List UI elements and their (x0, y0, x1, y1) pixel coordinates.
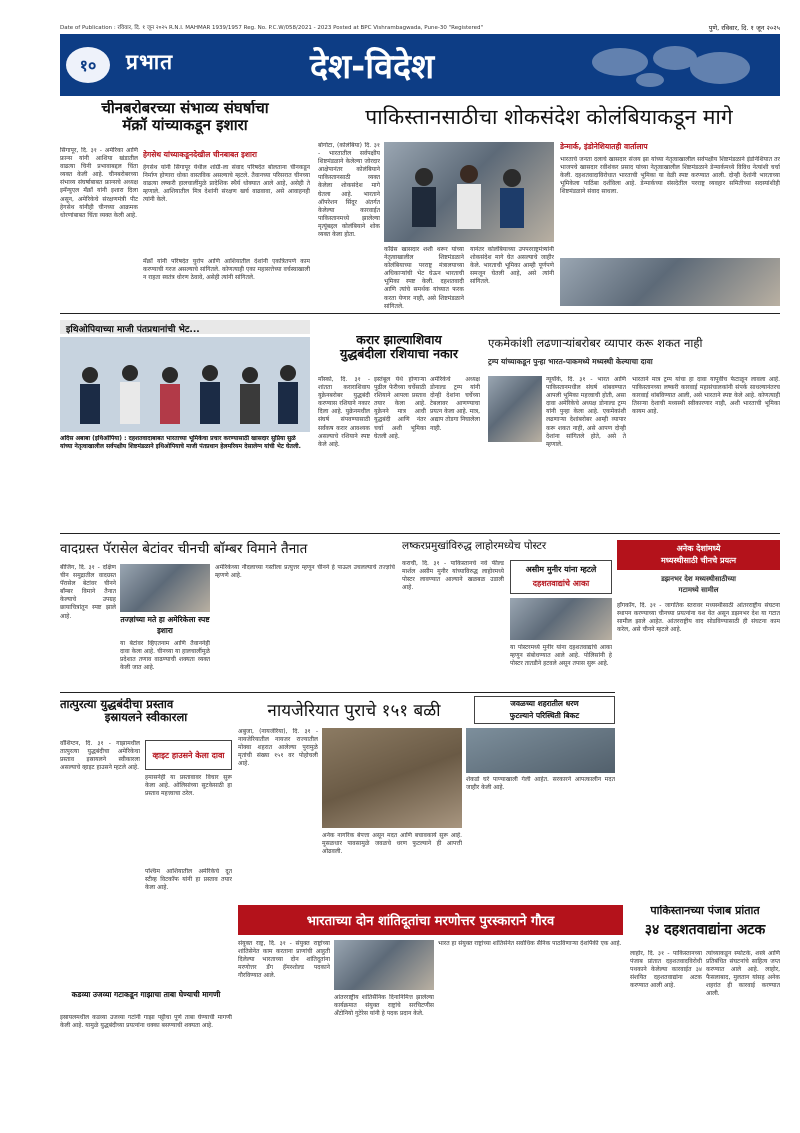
article-nigeria-col3: शेकडो घरे पाण्याखाली गेली आहेत. सरकारने आपत्कालीन मदत जाहीर केली आहे. (466, 776, 615, 792)
headline-line2: इस्रायलने स्वीकारला (104, 710, 188, 725)
article-punjab-col1: लाहोर, दि. ३१ - पाकिस्तानच्या पंजाब प्रांतात दहशतवादविरोधी पथकाने केलेल्या कारवाईत ३४ संशयित दहशतवाद्यांना अटक करण्यात आली आहे. (630, 950, 702, 990)
article-punjab-col2: त्यांच्याकडून स्फोटके, शस्त्रे आणि प्रतिबंधित संघटनांचे साहित्य जप्त करण्यात आले आहे. लाहोर, फैसलाबाद, मुलतान यांसह अनेक शहरांत ही कारवाई करण्यात आली. (706, 950, 780, 998)
banner-line2: मध्यस्थीसाठी चीनचे प्रयत्न (660, 556, 737, 565)
denmark-meeting-photo (560, 258, 780, 306)
article-russia-col1: मॉस्को, दि. ३१ - शांतता कराराशिवाय युक्रेनबरोबर युद्धबंदी करण्यास रशियाने नकार दिला आहे. युक्रेनमधील संघर्ष संपवण्यासाठी सर्वंकष करार आवश्यक असल्याचे रशियाने स्पष्ट केले आहे. (318, 376, 370, 448)
headline-line2: मॅक्रॉ यांच्याकडून इशारा (122, 116, 248, 135)
inset-title-line2: दहशतवाद्यांचे आका (532, 579, 590, 588)
award-ceremony-photo (334, 940, 434, 990)
world-map-icon (580, 40, 760, 90)
headline-line1: चीनबरोबरच्या संभाव्य संघर्षाचा (101, 100, 269, 117)
trump-portrait-photo (488, 376, 542, 442)
article-macron-col2: हेगसेथ यांनी सिंगापूर येथील शांग्री-ला संवाद परिषदेत बोलताना चीनकडून निर्माण होणारा धोका वास्तविक असल्याचे म्हटले. तैवानच्या परिसरात चीनच्या वाढत्या लष्करी हालचालींमुळे प्रादेशिक स्थैर्य धोक्यात आले आहे, असेही ते म्हणाले. आशियातील मित्र देशांनी संरक्षण खर्च वाढवावा, असे आवाहनही त्यांनी केले. (143, 164, 310, 204)
divider (60, 692, 615, 693)
subhead-line1: जवळच्या शहरातील धरण (510, 699, 579, 708)
publication-details: Date of Publication : रविवार, दि. १ जून २०२५ R.N.I. MAHMAR 1939/1957 Reg. No. P.C.W/058/2021 - 2023 Posted at BPC Vishrambagwada, Pune-30 "Registered" (60, 25, 484, 31)
article-lahore-col1: कराची, दि. ३१ - पाकिस्तानचे नवे फील्ड मार्शल असीम मुनीर यांच्याविरुद्ध लाहोरमध्ये पोस्टर लावण्यात आल्याने खळबळ उडाली आहे. (402, 560, 504, 592)
article-russia-headline (318, 333, 480, 371)
headline-line1: करार झाल्याशिवाय (356, 333, 442, 347)
edition-date: पुणे, रविवार, दि. १ जून २०२५ (708, 23, 780, 32)
article-macron-col3: मॅक्रॉ यांनी परिषदेत युरोप आणि आशियातील देशांनी एकत्रितपणे काम करण्याची गरज असल्याचे सांगितले. कोणत्याही एका महासत्तेच्या वर्चस्वाखाली न राहता स्वतंत्र धोरण ठेवावे, असेही त्यांनी सांगितले. (143, 258, 310, 282)
china-mediation-banner (617, 540, 780, 570)
article-paracel-col2: या बेटांवर व्हिएतनाम आणि तैवाननेही दावा केला आहे. चीनच्या या हालचालींमुळे प्रदेशात तणाव वाढण्याची शक्यता व्यक्त केली जात आहे. (120, 640, 210, 672)
ethiopia-caption: अदिस अबाबा (इथिओपिया) : दहशतवादाबाबत भारताच्या भूमिकेचा प्रचार करण्यासाठी खासदार सुप्रिया सुळे यांच्या नेतृत्वाखालील सर्वपक्षीय शिष्टमंडळाने इथिओपियाचे माजी पंतप्रधान हेलमरियम देसालेग्न यांची भेट घेतली. (60, 435, 301, 450)
article-russia-col3: अमेरिकेचे अध्यक्ष डोनाल्ड ट्रम्प यांनी दोन्ही देशांना चर्चेच्या टेबलावर आणण्याचा प्रयत्न केला आहे. मात्र, अद्याप तोडगा निघालेला नाही. (430, 376, 480, 432)
israel-subhead-box: व्हाइट हाउसने केला दावा (145, 740, 232, 770)
article-israel-col1: वॉशिंग्टन, दि. ३१ - गाझामधील तात्पुरत्या युद्धबंदीचा अमेरिकेचा प्रस्ताव इस्रायलने स्वीकारला असल्याचे व्हाइट हाउसने म्हटले आहे. (60, 740, 140, 772)
headline-line2: युद्धबंदीला रशियाचा नकार (339, 346, 459, 362)
ethiopia-banner: इथिओपियाच्या माजी पंतप्रधानांची भेट... (60, 320, 310, 334)
headline-line1: पाकिस्तानच्या पंजाब प्रांतात (650, 905, 760, 917)
lahore-inset-box (510, 560, 612, 594)
article-trump-subhead: ट्रम्प यांच्याकडून पुन्हा भारत-पाकमध्ये मध्यस्थी केल्याचा दावा (488, 357, 653, 366)
satellite-image (120, 564, 210, 612)
banner-line1: अनेक देशांमध्ये (676, 544, 721, 553)
article-russia-col2: इस्तंबूल येथे होणाऱ्या पुढील फेरीच्या चर्चेसाठी रशियाने आपला प्रस्ताव तयार केला आहे. युक्रेनने मात्र आधी युद्धबंदी आणि नंतर चर्चा अशी भूमिका घेतली आहे. (374, 376, 426, 440)
page-number: १० (66, 47, 110, 83)
colombia-delegation-photo (384, 142, 554, 242)
gaza-box-text: इस्रायलमधील कडव्या उजव्या गटांनी गाझा पट्टीचा पूर्ण ताबा घेण्याची मागणी केली आहे. यामुळे युद्धबंदीच्या प्रयत्नांना धक्का बसण्याची शक्यता आहे. (60, 1014, 232, 1030)
ethiopia-meeting-photo (60, 337, 310, 432)
article-macron-col1: सिंगापूर, दि. ३१ - अमेरिका आणि फ्रान्स यांनी आशिया खंडातील वाढत्या चिनी प्रभावाबद्दल चिंता व्यक्त केली आहे. चीनबरोबरच्या संभाव्य संघर्षाबाबत फ्रान्सचे अध्यक्ष इमॅन्युएल मॅक्रॉ यांनी इशारा दिला असून, अमेरिकेचे संरक्षणमंत्री पीट हेगसेथ यांनीही चीनच्या आक्रमक धोरणांबाबत चिंता व्यक्त केली आहे. (60, 147, 138, 219)
article-paracel-col3: अमेरिकेच्या नौदलाच्या गस्तीला प्रत्युत्तर म्हणून चीनने हे पाऊल उचलल्याचे तज्ज्ञांचे म्हणणे आहे. (215, 564, 395, 580)
article-paracel-col1: बीजिंग, दि. ३१ - दक्षिण चीन समुद्रातील वादग्रस्त पॅरासेल बेटांवर चीनने बॉम्बर विमाने तैनात केल्याचे उपग्रह छायाचित्रांतून स्पष्ट झाले आहे. (60, 564, 116, 620)
subhead-line1: डझनभर देश मध्यस्थीसाठीच्या (661, 575, 736, 583)
paracel-inset-title: तज्ज्ञांच्या मते हा अमेरिकेला स्पष्ट इशारा (120, 615, 210, 635)
subhead-line2: फुटल्याने परिस्थिती बिकट (509, 711, 580, 720)
article-colombia-col2: काँग्रेस खासदार शशी थरूर यांच्या नेतृत्वाखालील शिष्टमंडळाने कोलंबियाच्या परराष्ट्र मंत्रालयाच्या अधिकाऱ्यांची भेट घेऊन भारताची भूमिका स्पष्ट केली. दहशतवादी आणि त्यांचे समर्थक यांच्यात फरक करता येणार नाही, असे शिष्टमंडळाने सांगितले. (384, 246, 464, 310)
poster-photo (510, 598, 612, 640)
article-denmark-subhead: डेन्मार्क, इंडोनेशियातही वार्तालाप (560, 142, 648, 151)
article-peacekeepers-headline: भारताच्या दोन शांतिदूतांचा मरणोत्तर पुरस्काराने गौरव (238, 905, 623, 935)
article-trump-col2: भारताने मात्र ट्रम्प यांचा हा दावा यापूर्वीच फेटाळून लावला आहे. पाकिस्तानच्या लष्करी कारवाई महासंचालकांनी संपर्क साधल्यानंतरच कारवाई थांबविण्यात आली, असे भारताने स्पष्ट केले आहे. कोणत्याही तिसऱ्या देशाची मध्यस्थी स्वीकारणार नाही, अशी भारताची भूमिका कायम आहे. (632, 376, 780, 416)
brand-logo: प्रभात (126, 50, 174, 74)
article-nigeria-col1: अबुजा, (नायजेरिया), दि. ३१ - नायजेरियातील नायजर राज्यातील मोक्वा शहरात आलेल्या पुरामुळे मृतांची संख्या १५१ वर पोहोचली आहे. (238, 728, 318, 768)
headline-line1: तात्पुरत्या युद्धबंदीचा प्रस्ताव (60, 698, 174, 711)
divider (60, 313, 780, 314)
article-colombia-headline: पाकिस्तानसाठीचा शोकसंदेश कोलंबियाकडून मागे (365, 105, 733, 129)
nigeria-subhead-box (474, 696, 615, 724)
inset-title-line1: असीम मुनीर यांना म्हटले (525, 565, 597, 574)
masthead (60, 34, 780, 96)
article-peacekeepers-col1: संयुक्त राष्ट्र, दि. ३१ - संयुक्त राष्ट्रांच्या शांतिसेनेत काम करताना प्राणांची आहुती दिलेल्या भारताच्या दोन शांतिदूतांना मरणोत्तर डॅग हॅमरशोल्ड पदकाने गौरविण्यात आले. (238, 940, 330, 980)
article-peacekeepers-col2: आंतरराष्ट्रीय शांतिसैनिक दिनानिमित्त झालेल्या कार्यक्रमात संयुक्त राष्ट्रांचे सरचिटणीस अँटोनियो गुटेरेस यांनी हे पदक प्रदान केले. (334, 994, 434, 1018)
article-china-mediation-text: हॉंगकॉंग, दि. ३१ - जागतिक स्तरावर मध्यस्थीसाठी आंतरराष्ट्रीय संघटना स्थापन करण्याच्या चीनच्या प्रयत्नांना यश येत असून डझनभर देश या गटात सामील झाले आहेत. आंतरराष्ट्रीय वाद सोडविण्यासाठी ही संघटना काम करेल, असे चीनने म्हटले आहे. (617, 602, 780, 634)
article-trump-col1: न्यूयॉर्क, दि. ३१ - भारत आणि पाकिस्तानमधील संघर्ष थांबवण्यात आपली भूमिका महत्त्वाची होती, असा दावा अमेरिकेचे अध्यक्ष डोनाल्ड ट्रम्प यांनी पुन्हा केला आहे. एकमेकांशी लढणाऱ्या देशांबरोबर आम्ही व्यापार करू शकत नाही, असे आपण दोन्ही देशांना सांगितले होते, असे ते म्हणाले. (546, 376, 626, 448)
article-israel-col3: पश्चिम आशियातील अमेरिकेचे दूत स्टीव्ह विटकॉफ यांनी हा प्रस्ताव तयार केला आहे. (145, 868, 232, 892)
subhead-line2: गटामध्ये सामील (678, 586, 719, 594)
article-colombia-col3: यानंतर कोलंबियाच्या उपपरराष्ट्रमंत्र्यांनी शोकसंदेश मागे घेत असल्याचे जाहीर केले. भारताची भूमिका आम्ही पूर्णपणे समजून घेतली आहे, असे त्यांनी सांगितले. (470, 246, 554, 286)
headline-line2: ३४ दहशतवाद्यांना अटक (644, 921, 766, 938)
section-title: देश-विदेश (310, 47, 435, 87)
article-nigeria-headline: नायजेरियात पुराचे १५१ बळी (267, 701, 441, 721)
article-lahore-headline: लष्करप्रमुखांविरुद्ध लाहोरमध्येच पोस्टर (402, 540, 547, 552)
article-paracel-headline: वादग्रस्त पॅरासेल बेटांवर चीनची बॉम्बर विमाने तैनात (60, 541, 308, 557)
article-denmark-text: भारताचे जनता दलाचे खासदार संजय झा यांच्या नेतृत्वाखालील सर्वपक्षीय शिष्टमंडळाने इंडोनेशियात तर भाजपचे खासदार रवीशंकर प्रसाद यांच्या नेतृत्वाखालील शिष्टमंडळाने डेन्मार्कमध्ये विविध नेत्यांशी चर्चा केली. दहशतवादाविरोधात भारताची भूमिका या वेळी स्पष्ट करण्यात आली. दोन्ही देशांनी भारताच्या भूमिकेला पाठिंबा दर्शविला आहे. डेन्मार्कच्या संसदेतील परराष्ट्र व्यवहार समितीच्या सदस्यांशीही शिष्टमंडळाने संवाद साधला. (560, 156, 780, 196)
divider (60, 533, 780, 534)
article-peacekeepers-col3: भारत हा संयुक्त राष्ट्रांच्या शांतिसेनेत सर्वाधिक सैनिक पाठविणाऱ्या देशांपैकी एक आहे. (438, 940, 622, 947)
gaza-box-title: कडव्या उजव्या गटाकडून गाझाचा ताबा घेण्याची मागणी (71, 990, 221, 999)
article-trump-headline: एकमेकांशी लढणाऱ्यांबरोबर व्यापार करू शकत नाही (488, 336, 703, 350)
article-lahore-col2: या पोस्टरमध्ये मुनीर यांना दहशतवाद्यांचे आका म्हणून संबोधण्यात आले आहे. पोलिसांनी हे पोस्टर तातडीने हटवले असून तपास सुरू आहे. (510, 644, 612, 668)
article-colombia-col1: बोगोटा, (कोलंबिया) दि. ३१ - भारतातील सर्वपक्षीय शिष्टमंडळाने केलेल्या जोरदार आक्षेपानंतर कोलंबियाने पाकिस्तानसाठी व्यक्त केलेला शोकसंदेश मागे घेतला आहे. भारताने ऑपरेशन सिंदूर अंतर्गत केलेल्या कारवाईत पाकिस्तानमध्ये झालेल्या मृत्यूंबद्दल कोलंबियाने शोक व्यक्त केला होता. (318, 142, 380, 239)
article-punjab-headline (630, 905, 780, 947)
article-macron-subhead: हेगसेथ यांच्याकडूनदेखील चीनबाबत इशारा (143, 150, 257, 159)
flood-photo (322, 728, 462, 828)
article-israel-col2: हमासनेही या प्रस्तावावर विचार सुरू केला आहे. ओलिसांच्या सुटकेसाठी हा प्रस्ताव महत्त्वाचा ठरेल. (145, 774, 232, 798)
article-israel-headline (60, 698, 232, 736)
article-macron-headline (60, 100, 310, 143)
people-illustration (384, 142, 554, 242)
publication-line (60, 21, 780, 33)
article-nigeria-col2: अनेक नागरिक बेपत्ता असून मदत आणि बचावकार्य सुरू आहे. मुसळधार पावसामुळे जवळचे धरण फुटल्याने ही आपत्ती ओढवली. (322, 832, 462, 856)
people-illustration (60, 337, 310, 432)
china-mediation-subhead (617, 574, 780, 598)
rescue-photo (466, 728, 615, 773)
